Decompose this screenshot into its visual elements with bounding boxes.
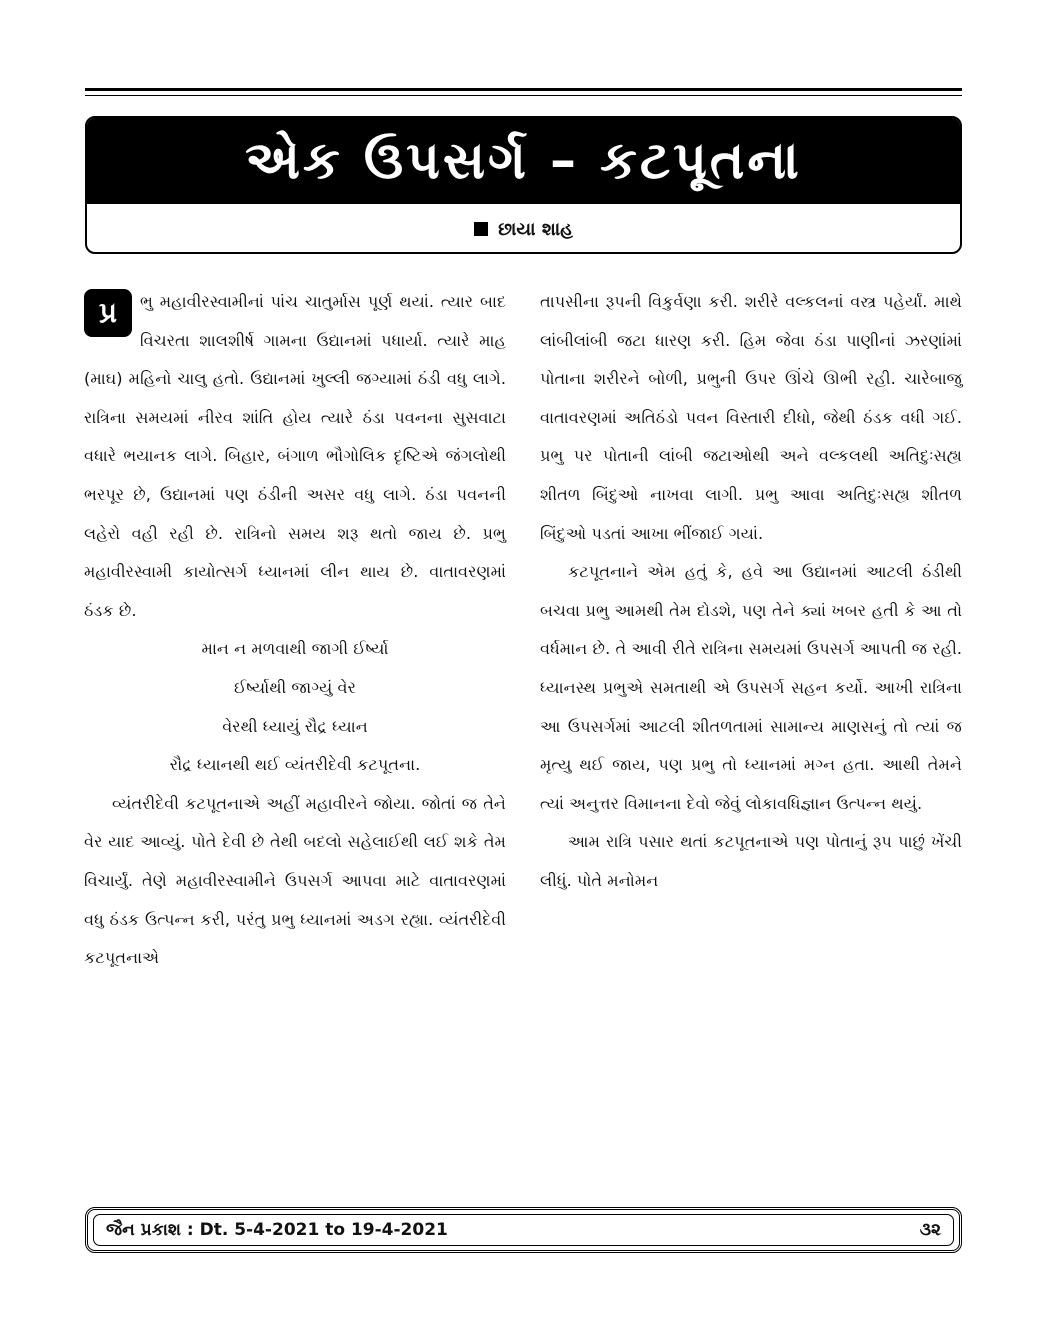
right-paragraph-2: કટપૂતનાને એમ હતું કે, હવે આ ઉદ્યાનમાં આટલી ઠંડીથી બચવા પ્રભુ આમથી તેમ દોડશે, પણ તેને ક્યાં ખબર હતી કે આ તો વર્ધમાન છે. તે આવી રીતે રાત્રિના સમયમાં ઉપસર્ગ આપતી જ રહી. ધ્યાનસ્થ પ્રભુએ સમતાથી એ ઉપસર્ગ સહન કર્યો. આખી રાત્રિના આ ઉપસર્ગમાં આટલી શીતળતામાં સામાન્ય માણસનું તો ત્યાં જ મૃત્યુ થઈ જાય, પણ પ્રભુ તો ધ્યાનમાં મગ્ન હતા. આથી તેમને ત્યાં અનુત્તર વિમાનના દેવો જેવું લોકાવધિજ્ઞાન ઉત્પન્ન થયું. xyxy=(540,562,962,813)
left-column xyxy=(84,283,506,978)
right-column xyxy=(540,283,962,901)
publication-info: જૈન પ્રકાશ : Dt. 5-4-2021 to 19-4-2021 xyxy=(106,1220,448,1240)
left-paragraph-2: વ્યંતરીદેવી કટપૂતનાએ અહીં મહાવીરને જોયા. જોતાં જ તેને વેર યાદ આવ્યું. પોતે દેવી છે તેથી બદલો સહેલાઈથી લઈ શકે તેમ વિચાર્યું. તેણે મહાવીરસ્વામીને ઉપસર્ગ આપવા માટે વાતાવરણમાં વધુ ઠંડક ઉત્પન્ન કરી, પરંતુ પ્રભુ ધ્યાનમાં અડગ રહ્યા. વ્યંતરીદેવી કટપૂતનાએ xyxy=(84,793,506,968)
top-rule-thin xyxy=(85,95,962,96)
author-byline xyxy=(87,204,960,254)
left-paragraph-1: ભુ મહાવીરસ્વામીનાં પાંચ ચાતુર્માસ પૂર્ણ થયાં. ત્યાર બાદ વિચરતા શાલશીર્ષ ગામના ઉદ્યાનમાં પધાર્યા. ત્યારે માહ (માઘ) મહિનો ચાલુ હતો. ઉદ્યાનમાં ખુલ્લી જગ્યામાં ઠંડી વધુ લાગે. રાત્રિના સમયમાં નીરવ શાંતિ હોય ત્યારે ઠંડા પવનના સુસવાટા વધારે ભયાનક લાગે. બિહાર, બંગાળ ભૌગોલિક દૃષ્ટિએ જંગલોથી ભરપૂર છે, ઉદ્યાનમાં પણ ઠંડીની અસર વધુ લાગે. ઠંડા પવનની લહેરો વહી રહી છે. રાત્રિનો સમય શરૂ થતો જાય છે. પ્રભુ મહાવીરસ્વામી કાયોત્સર્ગ ધ્યાનમાં લીન થાય છે. વાતાવરણમાં ઠંડક છે. xyxy=(84,292,506,620)
title-box xyxy=(85,116,962,254)
author-name: છાયા શાહ xyxy=(498,218,573,240)
dropcap: પ્ર xyxy=(84,289,132,337)
title-band xyxy=(87,118,960,204)
page-number: ૩૨ xyxy=(919,1220,941,1240)
poem-line-1: માન ન મળવાથી જાગી ઈર્ષ્યા xyxy=(201,639,389,659)
top-rule-thick xyxy=(85,88,962,91)
poem-line-3: વેરથી ધ્યાયું રૌદ્ર ધ્યાન xyxy=(222,716,368,736)
article-title: એક ઉપસર્ગ – કટપૂતના xyxy=(245,130,802,191)
poem-line-4: રૌદ્ર ધ્યાનથી થઈ વ્યંતરીદેવી કટપૂતના. xyxy=(169,755,421,775)
footer-bar xyxy=(85,1207,962,1253)
poem-line-2: ઈર્ષ્યાથી જાગ્યું વેર xyxy=(233,677,357,697)
right-paragraph-1: તાપસીના રૂપની વિકુર્વણા કરી. શરીરે વલ્કલનાં વસ્ત્ર પહેર્યાં. માથે લાંબીલાંબી જટા ધારણ કરી. હિમ જેવા ઠંડા પાણીનાં ઝરણાંમાં પોતાના શરીરને બોળી, પ્રભુની ઉપર ઊંચે ઊભી રહી. ચારેબાજુ વાતાવરણમાં અતિઠંડો પવન વિસ્તારી દીધો, જેથી ઠંડક વધી ગઈ. પ્રભુ પર પોતાની લાંબી જટાઓથી અને વલ્કલથી અતિદુઃસહ્ય શીતળ બિંદુઓ નાખવા લાગી. પ્રભુ આવા અતિદુઃસહ્ય શીતળ બિંદુઓ પડતાં આખા ભીંજાઈ ગયાં. xyxy=(540,292,962,543)
right-paragraph-3: આમ રાત્રિ પસાર થતાં કટપૂતનાએ પણ પોતાનું રૂપ પાછું ખેંચી લીધું. પોતે મનોમન xyxy=(540,832,962,890)
black-square-icon xyxy=(474,222,488,236)
